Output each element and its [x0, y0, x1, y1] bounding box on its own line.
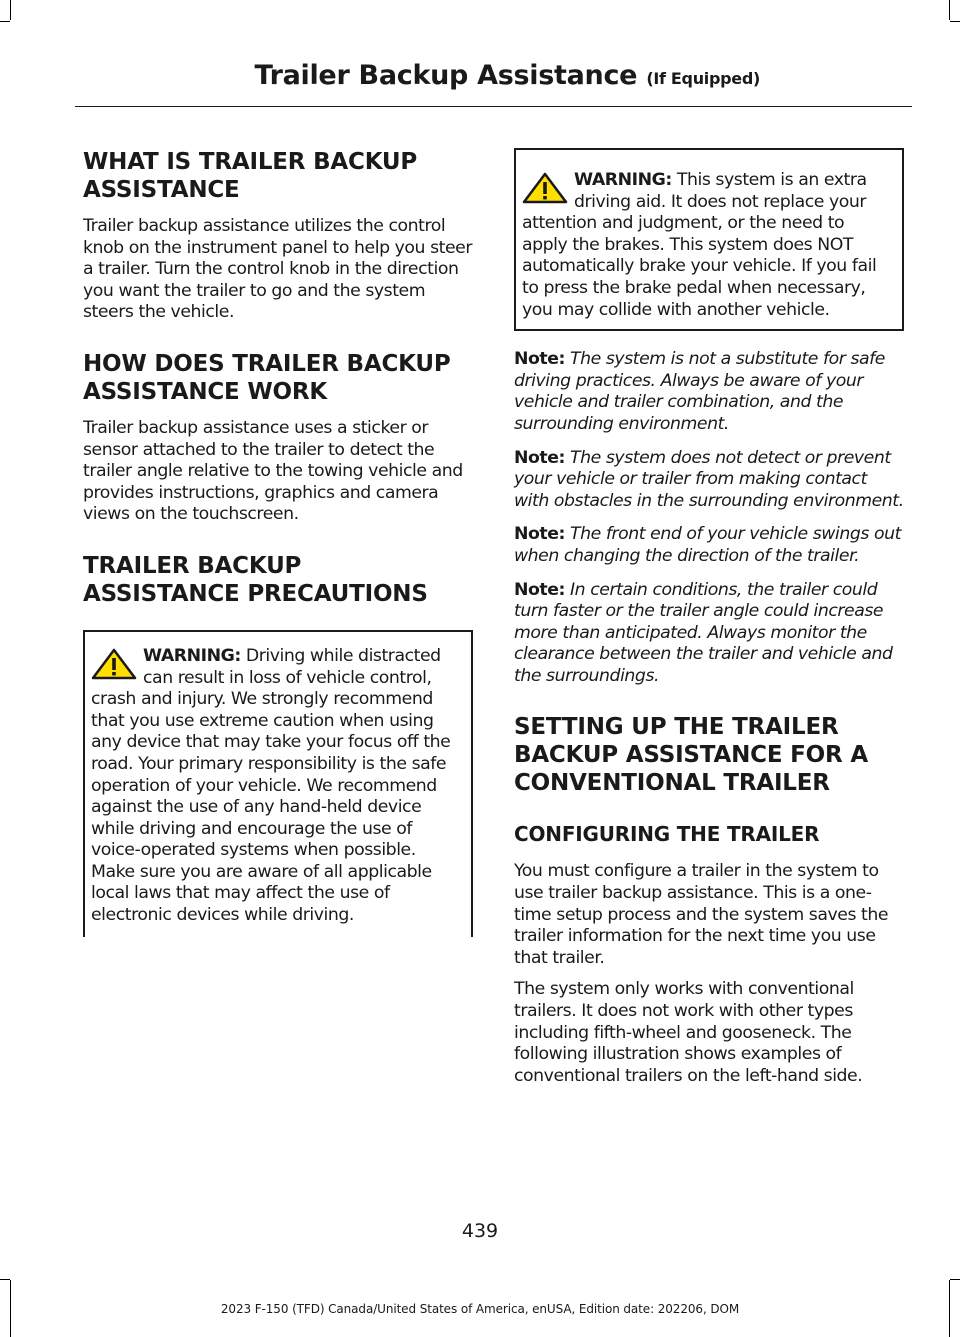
note-item — [514, 524, 904, 567]
warning-text: Driving while distracted can result in loss of vehicle control, crash and injury. We strongly recommend that you use extreme caution when using any device that may take your focus off the road. Your primary responsibility is the safe operation of your vehicle. We recommend against the use of any hand-held device while driving and encourage the use of voice-operated systems when possible. Make sure you are aware of all applicable local laws that may affect the use of electronic devices while driving. — [91, 645, 451, 926]
heading-line: BACKUP ASSISTANCE FOR A — [514, 742, 868, 769]
warning-label: WARNING: — [143, 645, 241, 666]
note-item — [514, 580, 904, 688]
note-label: Note: — [514, 579, 565, 600]
left-column — [83, 148, 473, 953]
page-footer: 2023 F-150 (TFD) Canada/United States of America, enUSA, Edition date: 202206, DOM — [220, 1302, 740, 1316]
heading-line: CONVENTIONAL TRAILER — [514, 770, 830, 797]
note-label: Note: — [514, 349, 565, 370]
note-text: The system does not detect or prevent your vehicle or trailer from making contact with obstacles in the surrounding environment. — [514, 447, 904, 511]
heading-line: TRAILER BACKUP — [83, 552, 302, 579]
crop-mark — [10, 0, 11, 20]
section-body-how-it-works: Trailer backup assistance uses a sticker or sensor attached to the trailer to detect the trailer angle relative to the towing vehicle and provides instructions, graphics and camera views on the touchscreen. — [83, 417, 463, 525]
header-title-text: Trailer Backup Assistance — [254, 60, 638, 91]
section-heading-precautions — [83, 552, 473, 608]
heading-line: SETTING UP THE TRAILER — [514, 714, 839, 741]
crop-mark — [950, 21, 960, 22]
header-qualifier: (If Equipped) — [646, 69, 760, 88]
note-label: Note: — [514, 524, 565, 545]
warning-label: WARNING: — [574, 170, 672, 190]
warning-text: This system is an extra driving aid. It does not replace your attention and judgment, or the need to apply the brakes. This system does NOT automatically brake your vehicle. If you fail to press the brake pedal when necessary, you may collide with another vehicle. — [522, 170, 877, 320]
crop-mark — [949, 0, 950, 20]
heading-line: ASSISTANCE — [83, 177, 240, 203]
note-text: In certain conditions, the trailer could turn faster or the trailer angle could increase more than anticipated. Always monitor the clearance between the trailer and vehicle and the surroundings. — [514, 579, 893, 686]
crop-mark — [0, 21, 10, 22]
section-heading-setting-up — [514, 713, 904, 797]
heading-line: WHAT IS TRAILER BACKUP — [83, 149, 418, 175]
section-body-what-is: Trailer backup assistance utilizes the control knob on the instrument panel to help you steer a trailer. Turn the control knob in the direction you want the trailer to go and the system steers the vehicle. — [83, 216, 472, 323]
subsection-paragraph: The system only works with conventional trailers. It does not work with other types including fifth-wheel and gooseneck. The following illustration shows examples of conventional trailers on the left-hand side. — [514, 979, 863, 1086]
warning-box-distraction — [83, 630, 473, 937]
note-text: The front end of your vehicle swings out when changing the direction of the trailer. — [514, 524, 901, 566]
crop-mark — [950, 1279, 960, 1280]
heading-line: ASSISTANCE WORK — [83, 378, 328, 405]
right-column — [514, 148, 904, 1113]
note-item — [514, 448, 904, 513]
warning-triangle-icon — [522, 172, 568, 204]
section-heading-what-is — [83, 148, 473, 204]
warning-triangle-icon — [91, 648, 137, 680]
note-text: The system is not a substitute for safe driving practices. Always be aware of your vehicle and trailer combination, and the surrounding environment. — [514, 349, 885, 434]
header-rule — [75, 106, 912, 107]
heading-line: HOW DOES TRAILER BACKUP — [83, 350, 451, 377]
warning-box-driving-aid — [514, 148, 904, 331]
subsection-heading-configuring: CONFIGURING THE TRAILER — [514, 822, 820, 847]
note-label: Note: — [514, 447, 565, 468]
page-number: 439 — [461, 1220, 499, 1242]
section-heading-how-it-works — [83, 350, 473, 406]
heading-line: ASSISTANCE PRECAUTIONS — [83, 580, 428, 607]
crop-mark — [0, 1279, 10, 1280]
page-header-title — [100, 60, 760, 91]
subsection-paragraph: You must configure a trailer in the system to use trailer backup assistance. This is a one-time setup process and the system saves the trailer information for the next time you use that trailer. — [514, 861, 889, 968]
note-item — [514, 349, 904, 435]
